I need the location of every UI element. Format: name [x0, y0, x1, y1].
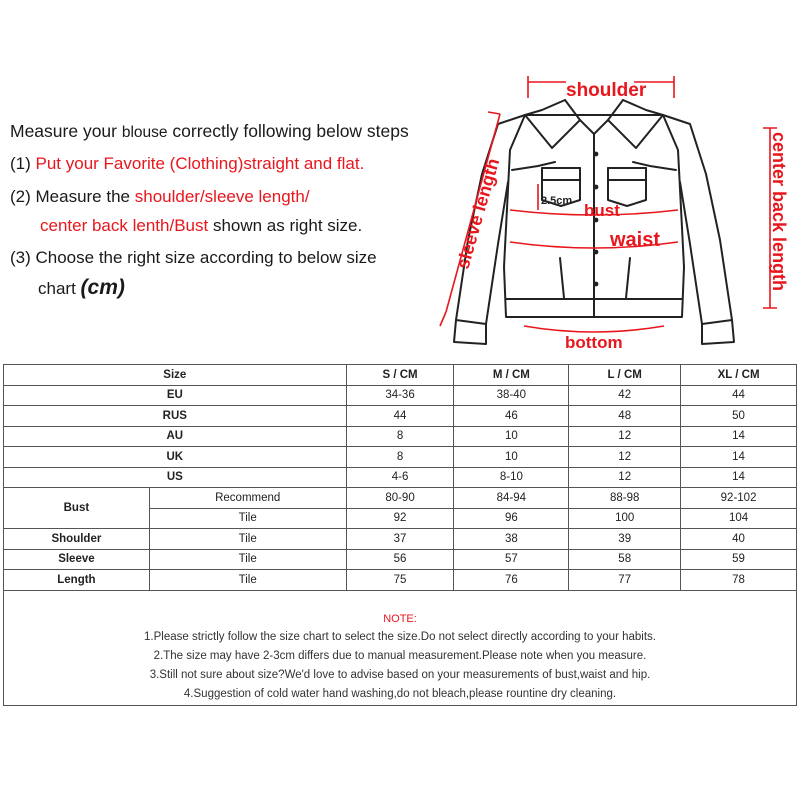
- bottom-label: bottom: [565, 333, 623, 352]
- table-cell: 34-36: [346, 385, 454, 406]
- step-2: (2) Measure the shoulder/sleeve length/: [10, 187, 310, 206]
- table-row: [4, 385, 797, 406]
- note-line: 1.Please strictly follow the size chart to select the size.Do not select directly according to your habits.: [144, 631, 656, 643]
- table-cell: 59: [681, 549, 797, 570]
- bottom-guide: [524, 326, 664, 332]
- table-row: [4, 467, 797, 488]
- row-label: Length: [4, 570, 150, 591]
- row-label: Shoulder: [4, 529, 150, 550]
- table-cell: 42: [569, 385, 681, 406]
- header-size: Size: [4, 365, 347, 386]
- table-header-row: [4, 365, 797, 386]
- header-s: S / CM: [346, 365, 454, 386]
- table-row: [4, 447, 797, 468]
- row-label: AU: [4, 426, 347, 447]
- row-label: EU: [4, 385, 347, 406]
- table-row: [4, 570, 797, 591]
- sub-label: Tile: [149, 529, 346, 550]
- table-cell: 14: [681, 447, 797, 468]
- table-cell: 40: [681, 529, 797, 550]
- table-cell: 8: [346, 447, 454, 468]
- table-cell: 14: [681, 426, 797, 447]
- row-label: Sleeve: [4, 549, 150, 570]
- table-cell: 12: [569, 426, 681, 447]
- table-cell: 38-40: [454, 385, 569, 406]
- table-row: [4, 406, 797, 427]
- header-l: L / CM: [569, 365, 681, 386]
- table-cell: 58: [569, 549, 681, 570]
- instructions-title: Measure your blouse correctly following below steps: [10, 121, 409, 141]
- table-cell: 10: [454, 447, 569, 468]
- jacket-diagram: [420, 62, 800, 362]
- table-cell: 75: [346, 570, 454, 591]
- table-cell: 78: [681, 570, 797, 591]
- table-cell: 80-90: [346, 488, 454, 509]
- table-cell: 57: [454, 549, 569, 570]
- waist-label: waist: [610, 229, 661, 251]
- center-back-length-label: center back length: [769, 132, 789, 292]
- table-cell: 56: [346, 549, 454, 570]
- table-cell: 76: [454, 570, 569, 591]
- sub-label: Tile: [149, 570, 346, 591]
- note-line: 3.Still not sure about size?We'd love to advise based on your measurements of bust,waist and hip.: [149, 669, 651, 681]
- row-label: RUS: [4, 406, 347, 427]
- table-cell: 44: [346, 406, 454, 427]
- table-row: [4, 549, 797, 570]
- step-2-continued: center back lenth/Bust shown as right size.: [40, 216, 363, 235]
- row-label: US: [4, 467, 347, 488]
- size-chart-table: [3, 364, 797, 591]
- notes-title: NOTE:: [383, 613, 417, 625]
- row-label: UK: [4, 447, 347, 468]
- measure-instructions: [0, 0, 470, 330]
- sub-label: Tile: [149, 508, 346, 529]
- table-cell: 14: [681, 467, 797, 488]
- sub-label: Tile: [149, 549, 346, 570]
- notes-box: [3, 591, 797, 706]
- row-label-bust: Bust: [4, 488, 150, 529]
- step-1: (1) Put your Favorite (Clothing)straight and flat.: [10, 154, 365, 173]
- table-cell: 104: [681, 508, 797, 529]
- table-cell: 38: [454, 529, 569, 550]
- note-line: 4.Suggestion of cold water hand washing,do not bleach,please rountine dry cleaning.: [183, 688, 617, 700]
- table-cell: 88-98: [569, 488, 681, 509]
- step-3: (3) Choose the right size according to below size: [10, 248, 377, 267]
- table-cell: 12: [569, 467, 681, 488]
- table-cell: 100: [569, 508, 681, 529]
- table-cell: 8-10: [454, 467, 569, 488]
- header-xl: XL / CM: [681, 365, 797, 386]
- table-cell: 50: [681, 406, 797, 427]
- sub-label: Recommend: [149, 488, 346, 509]
- table-cell: 96: [454, 508, 569, 529]
- sleeve-length-label: sleeve length: [452, 155, 504, 272]
- table-cell: 46: [454, 406, 569, 427]
- unit-label: (cm): [80, 276, 125, 299]
- offset-label: 2.5cm: [541, 195, 573, 207]
- note-line: 2.The size may have 2-3cm differs due to manual measurement.Please note when you measure.: [153, 650, 647, 662]
- step-3-continued: chart (cm): [38, 276, 125, 299]
- shoulder-label: shoulder: [566, 80, 647, 101]
- table-row: [4, 426, 797, 447]
- table-cell: 92: [346, 508, 454, 529]
- table-cell: 77: [569, 570, 681, 591]
- table-cell: 39: [569, 529, 681, 550]
- right-sleeve-outline: [663, 115, 732, 324]
- table-cell: 37: [346, 529, 454, 550]
- bust-label: bust: [584, 201, 620, 220]
- table-cell: 4-6: [346, 467, 454, 488]
- table-row: [4, 488, 797, 509]
- table-cell: 12: [569, 447, 681, 468]
- table-cell: 10: [454, 426, 569, 447]
- table-cell: 84-94: [454, 488, 569, 509]
- table-row: [4, 529, 797, 550]
- table-cell: 48: [569, 406, 681, 427]
- header-m: M / CM: [454, 365, 569, 386]
- table-cell: 8: [346, 426, 454, 447]
- table-cell: 92-102: [681, 488, 797, 509]
- jacket-illustration: [420, 62, 800, 362]
- table-cell: 44: [681, 385, 797, 406]
